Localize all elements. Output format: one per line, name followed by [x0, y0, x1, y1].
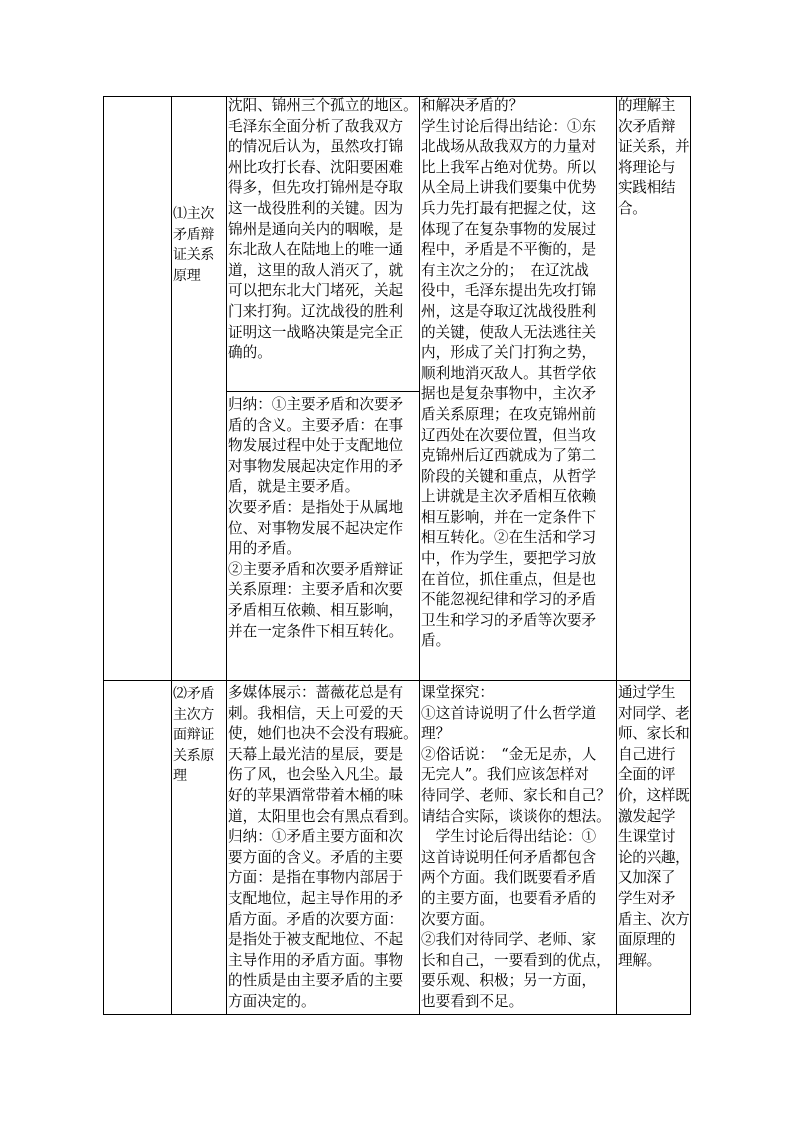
- table-left-border: [103, 96, 104, 1015]
- activity-cell: 和解决矛盾的？ 学生讨论后得出结论：①东 北战场从敌我双方的力量对 比上我军占绝对优势。所以 从全局上讲我们要集中优势 兵力先打最有把握之仗，这 体现了在复杂事物的发展过 程中，矛盾是不平衡的，是 有主次之分的； 在辽沈战 役中，毛泽东提出先攻打锦 州，这是夺取辽沈战役胜利 的关键，使敌人无法逃往关 内，形成了关门打狗之势， 顺利地消灭敌人。其哲学依 据也是复杂事物中，主次矛 盾关系原理；在攻克锦州前 辽西处在次要位置，但当攻 克锦州后辽西就成为了第二 阶段的关键和重点，从哲学 上讲就是主次矛盾相互依赖 相互影响，并在一定条件下 相互转化。②在生活和学习 中，作为学生，要把学习放 在首位，抓住重点，但是也 不能忽视纪律和学习的矛盾 卫生和学习的矛盾等次要矛 盾。: [421, 97, 597, 650]
- row-divider: [103, 680, 690, 681]
- content-cell: 归纳：①主要矛盾和次要矛 盾的含义。主要矛盾：在事 物发展过程中处于支配地位 对事物发展起决定作用的矛 盾，就是主要矛盾。 次要矛盾：是指处于从属地 位、对事物发展不起决定作 用的矛盾。 ②主要矛盾和次要矛盾辩证 关系原理：主要矛盾和次要 矛盾相互依赖、相互影响， 并在一定条件下相互转化。: [228, 396, 404, 640]
- table-bottom-border: [103, 1014, 690, 1015]
- column-divider-1: [171, 96, 172, 1015]
- content-cell: 多媒体展示：蔷薇花总是有 刺。我相信，天上可爱的天 使，她们也决不会没有瑕疵。 天幕上最光洁的星辰，要是 伤了风，也会坠入凡尘。最 好的苹果酒常带着木桶的味 道，太阳里也会有黑点看到。 归纳：①矛盾主要方面和次 要方面的含义。矛盾的主要 方面：是指在事物内部居于 支配地位，起主导作用的矛 盾方面。矛盾的次要方面： 是指处于被支配地位、不起 主导作用的矛盾方面。事物 的性质是由主要矛盾的主要 方面决定的。: [228, 684, 418, 1010]
- activity-cell: 课堂探究： ①这首诗说明了什么哲学道 理？ ②俗话说： “金无足赤，人 无完人”。我们应该怎样对 待同学、老师、家长和自己？ 请结合实际，谈谈你的想法。 学生讨论后得出结论：① 这首诗说明任何矛盾都包含 两个方面。我们既要看矛盾 的主要方面，也要看矛盾的 次要方面。 ②我们对待同学、老师、家 长和自己，一要看到的优点， 要乐观、积极；另一方面， 也要看到不足。: [421, 684, 611, 1010]
- purpose-cell: 的理解主 次矛盾辩 证关系，并 将理论与 实践相结 合。: [618, 97, 690, 217]
- content-cell: 沈阳、锦州三个孤立的地区。 毛泽东全面分析了敌我双方 的情况后认为，虽然攻打锦 州比攻打长春、沈阳要困难 得多，但先攻打锦州是夺取 这一战役胜利的关键。因为 锦州是通向关内的咽喉，是 东北敌人在陆地上的唯一通 道，这里的敌人消灭了，就 可以把东北大门堵死，关起 门来打狗。辽沈战役的胜利 证明这一战略决策是完全正 确的。: [228, 97, 418, 362]
- purpose-cell: 通过学生 对同学、老 师、家长和 自己进行 全面的评 价，这样既 激发起学 生课堂讨 论的兴趣， 又加深了 学生对矛 盾主、次方 面原理的 理解。: [618, 684, 690, 969]
- cell-divider: [226, 391, 419, 392]
- topic-cell: ⑵矛盾 主次方 面辩证 关系原 理: [173, 686, 215, 785]
- topic-cell: ⑴主次 矛盾辩 证关系 原理: [173, 206, 215, 284]
